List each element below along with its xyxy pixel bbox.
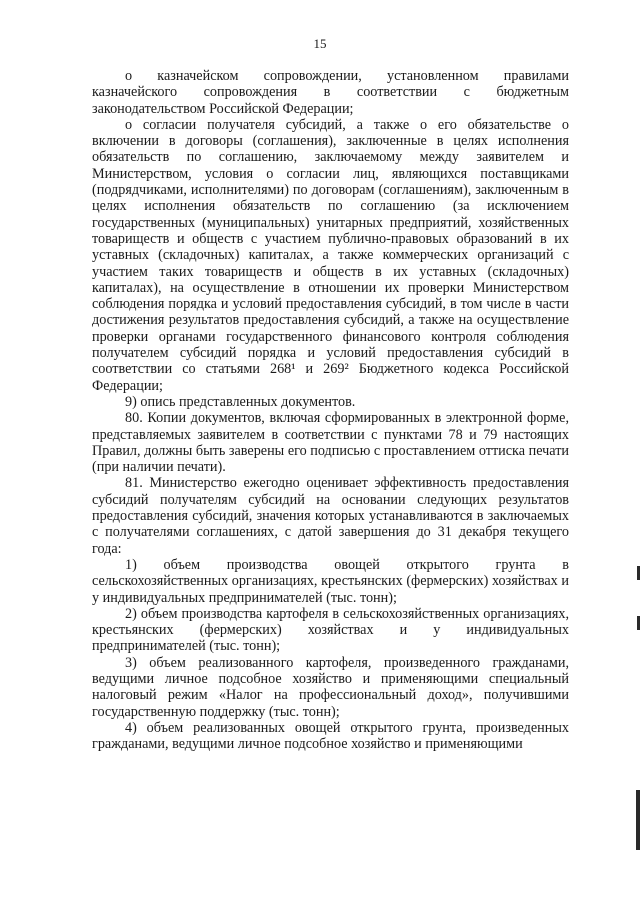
paragraph-result-3: 3) объем реализованного картофеля, произведенного гражданами, ведущими личное подсобное хозяйство и применяющими специальный налоговый режим «Налог на профессиональный доход», получившими государственную поддержку (тыс. тонн); xyxy=(92,654,569,720)
paragraph-item-9-inventory: 9) опись представленных документов. xyxy=(125,393,356,410)
paragraph-result-1: 1) объем производства овощей открытого грунта в сельскохозяйственных организациях, крестьянских (фермерских) хозяйствах и у индивидуальных предпринимателей (тыс. тонн); xyxy=(92,556,569,606)
paragraph-treasury-support: о казначейском сопровождении, установленном правилами казначейского сопровождения в соответствии с бюджетным законодательством Российской Федерации; xyxy=(92,68,569,117)
paragraph-result-2: 2) объем производства картофеля в сельскохозяйственных организациях, крестьянских (фермерских) хозяйствах и у индивидуальных предпринимателей (тыс. тонн); xyxy=(92,605,569,655)
scan-edge-mark xyxy=(636,790,640,850)
paragraph-clause-80: 80. Копии документов, включая сформированных в электронной форме, представляемых заявителем в соответствии с пунктами 78 и 79 настоящих Правил, должны быть заверены его подписью с проставлением оттиска печати (при наличии печати). xyxy=(92,410,569,476)
page-number: 15 xyxy=(313,36,327,51)
paragraph-consent-obligation: о согласии получателя субсидий, а также о его обязательстве о включении в договоры (соглашения), заключенные в целях исполнения обязательств по соглашению, заключаемому между заявителем и Министерством, условия о согласии лиц, являющихся поставщиками (подрядчиками, исполнителями) по договорам (соглашениям), заключенным в целях исполнения обязательств по соглашению (за исключением государственных (муниципальных) унитарных предприятий, хозяйственных товариществ и обществ с участием публично-правовых образований в их уставных (складочных) капиталах, а также коммерческих организаций с участием таких товариществ и обществ в их уставных (складочных) капиталах), на осуществление в отношении их проверки Министерством соблюдения порядка и условий предоставления субсидий, в том числе в части достижения результатов предоставления субсидий, а также на осуществление проверки органами государственного финансового контроля соблюдения получателем субсидий порядка и условий предоставления субсидий в соответствии со статьями 268¹ и 269² Бюджетного кодекса Российской Федерации; xyxy=(92,116,569,394)
document-body xyxy=(92,68,569,752)
paragraph-result-4: 4) объем реализованных овощей открытого грунта, произведенных гражданами, ведущими личное подсобное хозяйство и применяющими xyxy=(92,719,569,753)
paragraph-clause-81: 81. Министерство ежегодно оценивает эффективность предоставления субсидий получателям субсидий на основании следующих результатов предоставления субсидий, значения которых устанавливаются в заключаемых с получателями соглашениях, с датой завершения до 31 декабря текущего года: xyxy=(92,475,569,557)
